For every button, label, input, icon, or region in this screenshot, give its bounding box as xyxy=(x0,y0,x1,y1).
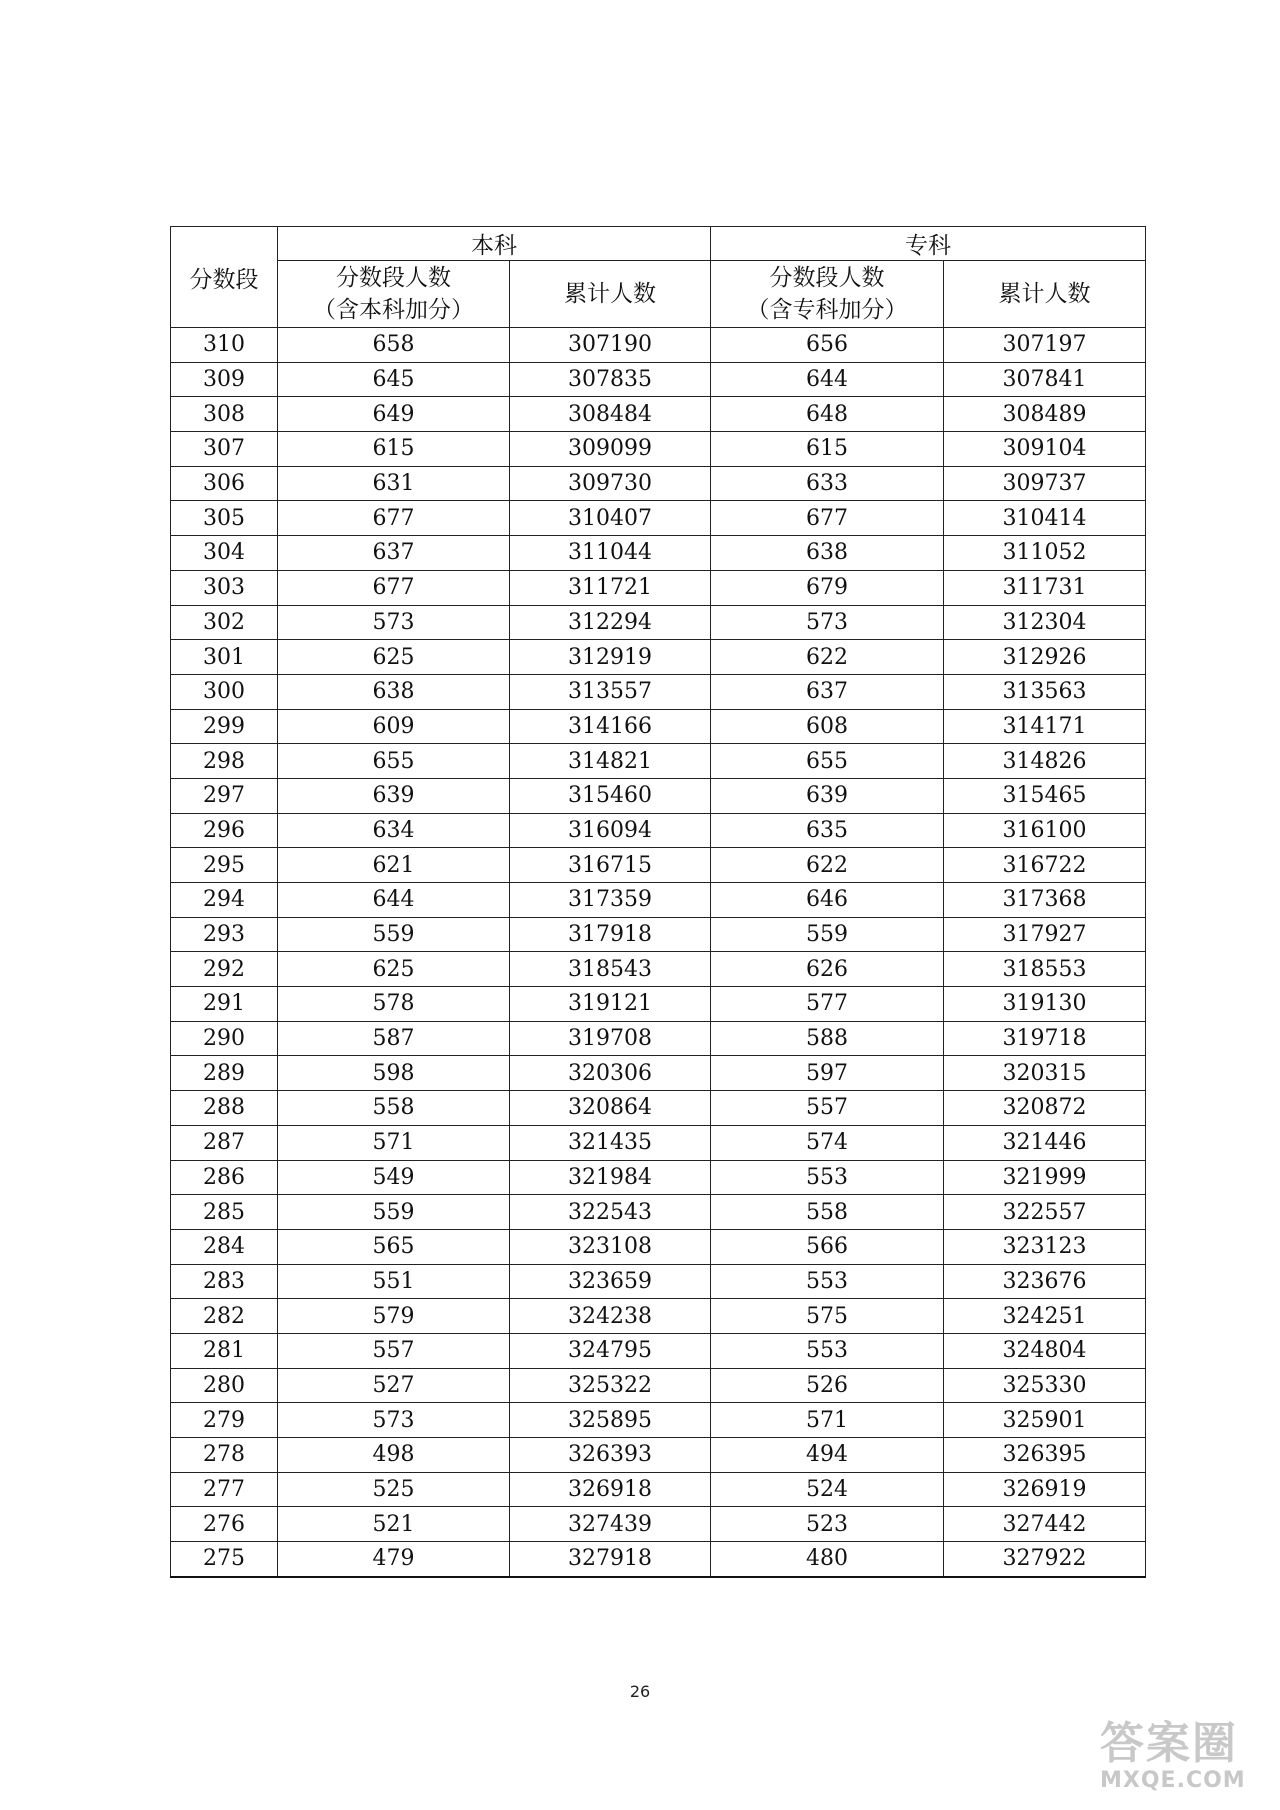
undergrad-band-count-cell: 631 xyxy=(278,466,510,501)
college-cumulative-cell: 321446 xyxy=(944,1125,1146,1160)
score-cell: 277 xyxy=(171,1472,278,1507)
score-cell: 289 xyxy=(171,1056,278,1091)
college-cumulative-cell: 327442 xyxy=(944,1507,1146,1542)
undergrad-band-count-cell: 557 xyxy=(278,1333,510,1368)
college-band-count-cell: 559 xyxy=(711,917,944,952)
college-cumulative-cell: 326919 xyxy=(944,1472,1146,1507)
score-cell: 306 xyxy=(171,466,278,501)
undergrad-cumulative-cell: 324795 xyxy=(510,1333,711,1368)
college-band-count-cell: 637 xyxy=(711,674,944,709)
header-college-band-count-line2: （含专科加分） xyxy=(746,297,908,323)
table-row xyxy=(171,1333,1146,1368)
undergrad-band-count-cell: 571 xyxy=(278,1125,510,1160)
college-cumulative-cell: 315465 xyxy=(944,778,1146,813)
undergrad-cumulative-cell: 321435 xyxy=(510,1125,711,1160)
score-distribution-table xyxy=(170,226,1146,1578)
score-cell: 282 xyxy=(171,1299,278,1334)
table-row xyxy=(171,570,1146,605)
table-row xyxy=(171,605,1146,640)
college-band-count-cell: 633 xyxy=(711,466,944,501)
college-cumulative-cell: 316100 xyxy=(944,813,1146,848)
score-cell: 293 xyxy=(171,917,278,952)
college-band-count-cell: 648 xyxy=(711,397,944,432)
undergrad-cumulative-cell: 313557 xyxy=(510,674,711,709)
undergrad-band-count-cell: 525 xyxy=(278,1472,510,1507)
table-row xyxy=(171,501,1146,536)
score-cell: 310 xyxy=(171,328,278,363)
score-cell: 301 xyxy=(171,640,278,675)
score-cell: 305 xyxy=(171,501,278,536)
table-row xyxy=(171,1091,1146,1126)
table-row xyxy=(171,1542,1146,1577)
undergrad-band-count-cell: 587 xyxy=(278,1021,510,1056)
table-row xyxy=(171,328,1146,363)
undergrad-cumulative-cell: 326393 xyxy=(510,1438,711,1473)
undergrad-band-count-cell: 549 xyxy=(278,1160,510,1195)
header-college-band-count xyxy=(711,261,944,328)
score-cell: 279 xyxy=(171,1403,278,1438)
undergrad-band-count-cell: 521 xyxy=(278,1507,510,1542)
undergrad-cumulative-cell: 327918 xyxy=(510,1542,711,1577)
header-undergrad-band-count-line1: 分数段人数 xyxy=(336,265,451,291)
table-row xyxy=(171,1056,1146,1091)
college-band-count-cell: 638 xyxy=(711,536,944,571)
undergrad-cumulative-cell: 314166 xyxy=(510,709,711,744)
undergrad-band-count-cell: 598 xyxy=(278,1056,510,1091)
college-cumulative-cell: 326395 xyxy=(944,1438,1146,1473)
undergrad-cumulative-cell: 320306 xyxy=(510,1056,711,1091)
table-row xyxy=(171,1403,1146,1438)
college-cumulative-cell: 316722 xyxy=(944,848,1146,883)
table-row xyxy=(171,952,1146,987)
score-cell: 307 xyxy=(171,432,278,467)
undergrad-cumulative-cell: 309099 xyxy=(510,432,711,467)
undergrad-band-count-cell: 615 xyxy=(278,432,510,467)
college-band-count-cell: 571 xyxy=(711,1403,944,1438)
header-group-undergrad: 本科 xyxy=(278,227,711,261)
table-row xyxy=(171,640,1146,675)
undergrad-band-count-cell: 565 xyxy=(278,1229,510,1264)
college-band-count-cell: 523 xyxy=(711,1507,944,1542)
undergrad-cumulative-cell: 312294 xyxy=(510,605,711,640)
college-band-count-cell: 679 xyxy=(711,570,944,605)
undergrad-cumulative-cell: 310407 xyxy=(510,501,711,536)
undergrad-cumulative-cell: 312919 xyxy=(510,640,711,675)
college-band-count-cell: 574 xyxy=(711,1125,944,1160)
college-cumulative-cell: 312304 xyxy=(944,605,1146,640)
score-cell: 281 xyxy=(171,1333,278,1368)
score-cell: 303 xyxy=(171,570,278,605)
watermark-line1: 答案圈 xyxy=(1100,1718,1238,1769)
score-cell: 280 xyxy=(171,1368,278,1403)
college-band-count-cell: 494 xyxy=(711,1438,944,1473)
college-band-count-cell: 573 xyxy=(711,605,944,640)
undergrad-band-count-cell: 655 xyxy=(278,744,510,779)
college-cumulative-cell: 320315 xyxy=(944,1056,1146,1091)
table-row xyxy=(171,1229,1146,1264)
undergrad-cumulative-cell: 314821 xyxy=(510,744,711,779)
table-row xyxy=(171,674,1146,709)
table-row xyxy=(171,432,1146,467)
table-row xyxy=(171,848,1146,883)
undergrad-band-count-cell: 621 xyxy=(278,848,510,883)
table-row xyxy=(171,362,1146,397)
table-row xyxy=(171,1368,1146,1403)
undergrad-band-count-cell: 644 xyxy=(278,883,510,918)
table-body xyxy=(171,328,1146,1577)
college-cumulative-cell: 307197 xyxy=(944,328,1146,363)
undergrad-cumulative-cell: 311044 xyxy=(510,536,711,571)
score-cell: 291 xyxy=(171,987,278,1022)
college-cumulative-cell: 308489 xyxy=(944,397,1146,432)
undergrad-cumulative-cell: 323108 xyxy=(510,1229,711,1264)
undergrad-band-count-cell: 625 xyxy=(278,640,510,675)
header-score-band: 分数段 xyxy=(171,227,278,328)
score-cell: 285 xyxy=(171,1195,278,1230)
undergrad-band-count-cell: 559 xyxy=(278,917,510,952)
college-cumulative-cell: 312926 xyxy=(944,640,1146,675)
college-cumulative-cell: 317368 xyxy=(944,883,1146,918)
college-cumulative-cell: 318553 xyxy=(944,952,1146,987)
college-cumulative-cell: 319130 xyxy=(944,987,1146,1022)
undergrad-cumulative-cell: 323659 xyxy=(510,1264,711,1299)
college-cumulative-cell: 327922 xyxy=(944,1542,1146,1577)
college-band-count-cell: 575 xyxy=(711,1299,944,1334)
table-row xyxy=(171,778,1146,813)
table-row xyxy=(171,466,1146,501)
header-undergrad-band-count-line2: （含本科加分） xyxy=(313,297,474,323)
undergrad-band-count-cell: 609 xyxy=(278,709,510,744)
college-band-count-cell: 524 xyxy=(711,1472,944,1507)
table-row xyxy=(171,883,1146,918)
table-row xyxy=(171,917,1146,952)
score-cell: 299 xyxy=(171,709,278,744)
undergrad-cumulative-cell: 325895 xyxy=(510,1403,711,1438)
undergrad-cumulative-cell: 315460 xyxy=(510,778,711,813)
college-cumulative-cell: 325330 xyxy=(944,1368,1146,1403)
college-cumulative-cell: 309104 xyxy=(944,432,1146,467)
college-band-count-cell: 677 xyxy=(711,501,944,536)
college-band-count-cell: 588 xyxy=(711,1021,944,1056)
undergrad-cumulative-cell: 318543 xyxy=(510,952,711,987)
college-cumulative-cell: 313563 xyxy=(944,674,1146,709)
score-cell: 283 xyxy=(171,1264,278,1299)
undergrad-band-count-cell: 625 xyxy=(278,952,510,987)
undergrad-cumulative-cell: 319121 xyxy=(510,987,711,1022)
undergrad-cumulative-cell: 326918 xyxy=(510,1472,711,1507)
table-row xyxy=(171,1160,1146,1195)
score-cell: 290 xyxy=(171,1021,278,1056)
college-cumulative-cell: 323676 xyxy=(944,1264,1146,1299)
table-row xyxy=(171,397,1146,432)
undergrad-band-count-cell: 498 xyxy=(278,1438,510,1473)
score-cell: 304 xyxy=(171,536,278,571)
table-row xyxy=(171,1125,1146,1160)
undergrad-band-count-cell: 637 xyxy=(278,536,510,571)
score-cell: 296 xyxy=(171,813,278,848)
undergrad-cumulative-cell: 316094 xyxy=(510,813,711,848)
college-cumulative-cell: 319718 xyxy=(944,1021,1146,1056)
score-cell: 287 xyxy=(171,1125,278,1160)
page-number: 26 xyxy=(629,1682,651,1701)
college-cumulative-cell: 322557 xyxy=(944,1195,1146,1230)
college-band-count-cell: 553 xyxy=(711,1333,944,1368)
college-band-count-cell: 553 xyxy=(711,1264,944,1299)
college-cumulative-cell: 311731 xyxy=(944,570,1146,605)
undergrad-band-count-cell: 649 xyxy=(278,397,510,432)
college-band-count-cell: 558 xyxy=(711,1195,944,1230)
college-band-count-cell: 566 xyxy=(711,1229,944,1264)
table-row xyxy=(171,1195,1146,1230)
college-band-count-cell: 646 xyxy=(711,883,944,918)
header-undergrad-band-count xyxy=(278,261,510,328)
college-cumulative-cell: 314826 xyxy=(944,744,1146,779)
header-college-band-count-line1: 分数段人数 xyxy=(769,265,885,291)
score-cell: 284 xyxy=(171,1229,278,1264)
undergrad-cumulative-cell: 307835 xyxy=(510,362,711,397)
undergrad-cumulative-cell: 317359 xyxy=(510,883,711,918)
college-band-count-cell: 553 xyxy=(711,1160,944,1195)
college-cumulative-cell: 317927 xyxy=(944,917,1146,952)
score-cell: 302 xyxy=(171,605,278,640)
watermark-line2: MXQE.COM xyxy=(1100,1768,1246,1793)
header-undergrad-cumulative: 累计人数 xyxy=(510,261,711,328)
college-cumulative-cell: 309737 xyxy=(944,466,1146,501)
undergrad-cumulative-cell: 321984 xyxy=(510,1160,711,1195)
college-band-count-cell: 655 xyxy=(711,744,944,779)
table-row xyxy=(171,1507,1146,1542)
header-group-college: 专科 xyxy=(711,227,1146,261)
undergrad-cumulative-cell: 320864 xyxy=(510,1091,711,1126)
college-band-count-cell: 608 xyxy=(711,709,944,744)
undergrad-band-count-cell: 634 xyxy=(278,813,510,848)
undergrad-band-count-cell: 677 xyxy=(278,570,510,605)
college-cumulative-cell: 324251 xyxy=(944,1299,1146,1334)
undergrad-band-count-cell: 638 xyxy=(278,674,510,709)
score-cell: 292 xyxy=(171,952,278,987)
undergrad-band-count-cell: 479 xyxy=(278,1542,510,1577)
undergrad-band-count-cell: 573 xyxy=(278,605,510,640)
table-row xyxy=(171,744,1146,779)
table-row xyxy=(171,813,1146,848)
college-cumulative-cell: 324804 xyxy=(944,1333,1146,1368)
undergrad-cumulative-cell: 319708 xyxy=(510,1021,711,1056)
undergrad-band-count-cell: 645 xyxy=(278,362,510,397)
college-cumulative-cell: 325901 xyxy=(944,1403,1146,1438)
undergrad-band-count-cell: 527 xyxy=(278,1368,510,1403)
score-cell: 288 xyxy=(171,1091,278,1126)
undergrad-band-count-cell: 677 xyxy=(278,501,510,536)
college-band-count-cell: 656 xyxy=(711,328,944,363)
undergrad-band-count-cell: 639 xyxy=(278,778,510,813)
undergrad-cumulative-cell: 327439 xyxy=(510,1507,711,1542)
undergrad-band-count-cell: 579 xyxy=(278,1299,510,1334)
table-row xyxy=(171,1299,1146,1334)
undergrad-cumulative-cell: 317918 xyxy=(510,917,711,952)
college-cumulative-cell: 310414 xyxy=(944,501,1146,536)
score-cell: 275 xyxy=(171,1542,278,1577)
college-band-count-cell: 557 xyxy=(711,1091,944,1126)
college-band-count-cell: 480 xyxy=(711,1542,944,1577)
college-band-count-cell: 526 xyxy=(711,1368,944,1403)
undergrad-cumulative-cell: 309730 xyxy=(510,466,711,501)
college-cumulative-cell: 314171 xyxy=(944,709,1146,744)
college-band-count-cell: 626 xyxy=(711,952,944,987)
undergrad-cumulative-cell: 322543 xyxy=(510,1195,711,1230)
college-cumulative-cell: 323123 xyxy=(944,1229,1146,1264)
college-cumulative-cell: 321999 xyxy=(944,1160,1146,1195)
watermark-logo xyxy=(1100,1720,1270,1804)
score-cell: 286 xyxy=(171,1160,278,1195)
score-cell: 309 xyxy=(171,362,278,397)
score-cell: 298 xyxy=(171,744,278,779)
undergrad-band-count-cell: 558 xyxy=(278,1091,510,1126)
score-cell: 295 xyxy=(171,848,278,883)
table-row xyxy=(171,536,1146,571)
undergrad-band-count-cell: 578 xyxy=(278,987,510,1022)
undergrad-cumulative-cell: 308484 xyxy=(510,397,711,432)
college-cumulative-cell: 307841 xyxy=(944,362,1146,397)
score-cell: 308 xyxy=(171,397,278,432)
college-band-count-cell: 644 xyxy=(711,362,944,397)
undergrad-cumulative-cell: 324238 xyxy=(510,1299,711,1334)
score-cell: 294 xyxy=(171,883,278,918)
college-band-count-cell: 597 xyxy=(711,1056,944,1091)
score-cell: 276 xyxy=(171,1507,278,1542)
table-row xyxy=(171,1264,1146,1299)
header-college-cumulative: 累计人数 xyxy=(944,261,1146,328)
table-row xyxy=(171,987,1146,1022)
table-row xyxy=(171,1021,1146,1056)
college-band-count-cell: 622 xyxy=(711,640,944,675)
score-cell: 297 xyxy=(171,778,278,813)
score-cell: 300 xyxy=(171,674,278,709)
college-band-count-cell: 615 xyxy=(711,432,944,467)
college-band-count-cell: 577 xyxy=(711,987,944,1022)
college-band-count-cell: 622 xyxy=(711,848,944,883)
undergrad-band-count-cell: 573 xyxy=(278,1403,510,1438)
table-row xyxy=(171,1472,1146,1507)
score-cell: 278 xyxy=(171,1438,278,1473)
undergrad-cumulative-cell: 311721 xyxy=(510,570,711,605)
college-band-count-cell: 639 xyxy=(711,778,944,813)
college-band-count-cell: 635 xyxy=(711,813,944,848)
undergrad-cumulative-cell: 325322 xyxy=(510,1368,711,1403)
undergrad-cumulative-cell: 316715 xyxy=(510,848,711,883)
undergrad-cumulative-cell: 307190 xyxy=(510,328,711,363)
undergrad-band-count-cell: 658 xyxy=(278,328,510,363)
undergrad-band-count-cell: 551 xyxy=(278,1264,510,1299)
undergrad-band-count-cell: 559 xyxy=(278,1195,510,1230)
table-row xyxy=(171,1438,1146,1473)
college-cumulative-cell: 311052 xyxy=(944,536,1146,571)
table-row xyxy=(171,709,1146,744)
college-cumulative-cell: 320872 xyxy=(944,1091,1146,1126)
